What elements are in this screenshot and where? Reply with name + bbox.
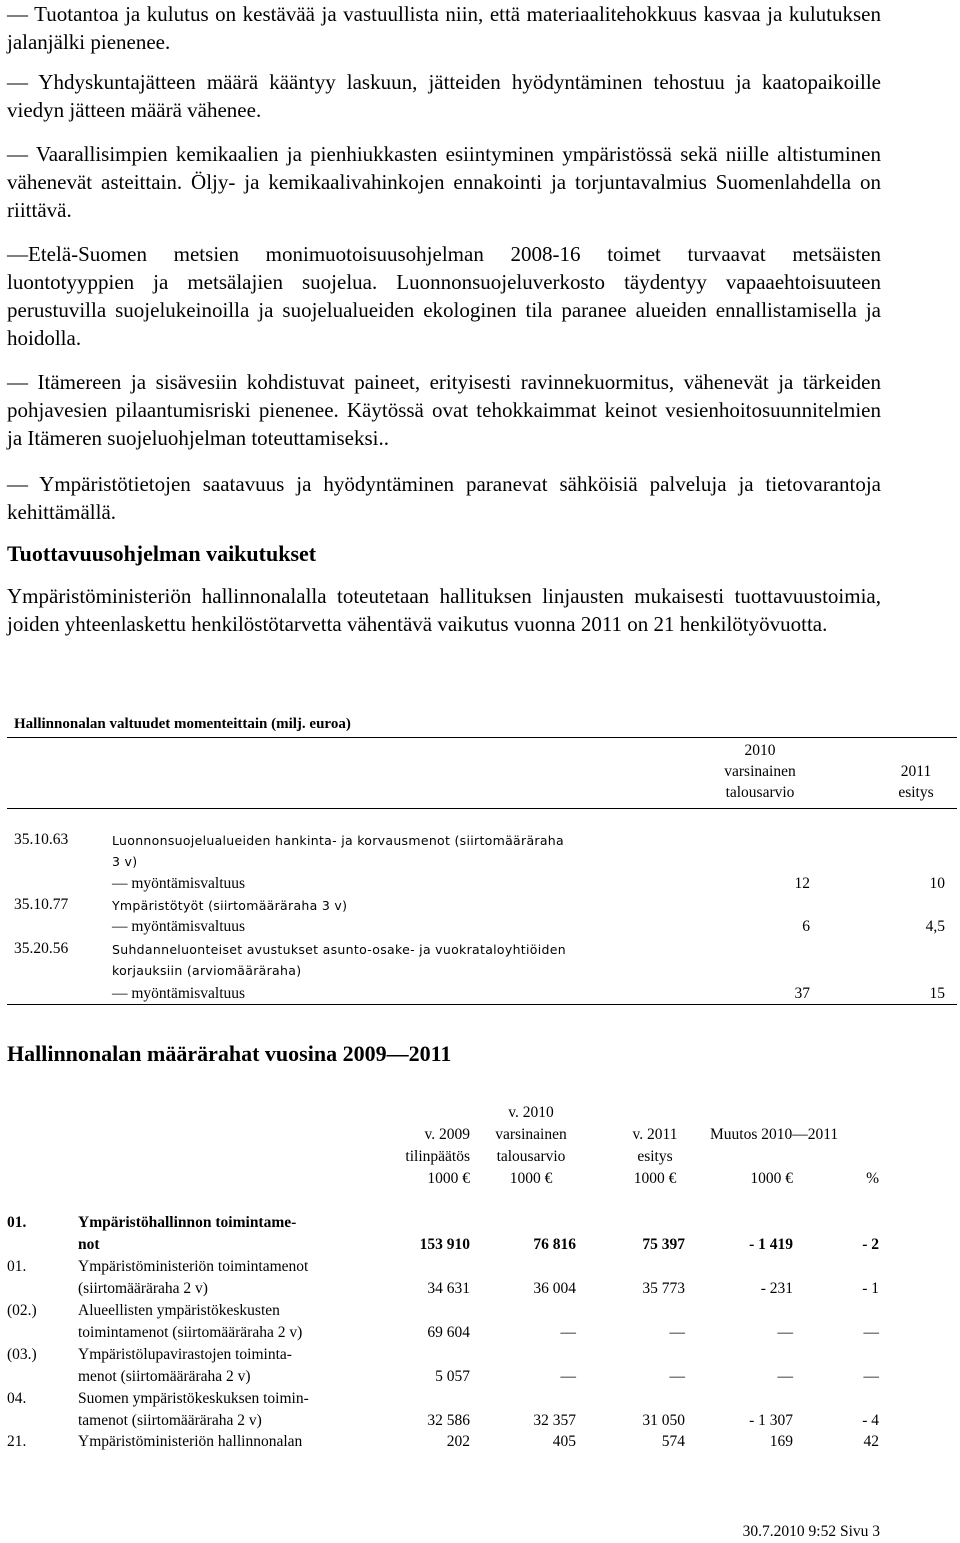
row-value-v2010: 36 004 — [533, 1280, 576, 1297]
row-code: (02.) — [7, 1302, 37, 1319]
paragraph-chemicals: — Vaarallisimpien kemikaalien ja pienhiukkasten esiintyminen ympäristössä sekä niille altistuminen vähenevät asteittain. Öljy- ja kemikaalivahinkojen ennakointi ja torjuntavalmius Suomenlahdella on riittävä. — [7, 142, 881, 222]
row-value-2011: 15 — [929, 985, 945, 1002]
row-value-abs: — — [777, 1324, 793, 1341]
header-line: v. 2010 — [508, 1104, 554, 1121]
column-header-2009 — [370, 1124, 470, 1190]
header-line: 1000 € — [427, 1170, 470, 1187]
row-value-v2011: 31 050 — [642, 1412, 685, 1429]
row-code: 04. — [7, 1390, 27, 1407]
row-value-abs: - 231 — [760, 1280, 793, 1297]
row-value-2011: 4,5 — [925, 918, 945, 935]
row-code: 01. — [7, 1258, 27, 1275]
header-line: v. 2009 — [424, 1126, 470, 1143]
row-value-2010: 12 — [794, 875, 810, 892]
row-value-v2011: 574 — [661, 1433, 685, 1450]
row-value-v2011: 75 397 — [642, 1236, 685, 1253]
row-code: 35.20.56 — [14, 940, 69, 957]
paragraph-baltic-sea: — Itämereen ja sisävesiin kohdistuvat paineet, erityisesti ravinnekuormitus, vähenevät ja tärkeiden pohjavesien pilaantumisriski pienenee. Käytössä ovat tehokkaimmat keinot vesienhoitosuunnitelmien ja Itämeren suojeluohjelman toteuttamiseksi.. — [7, 370, 881, 450]
row-name: Alueellisten ympäristökeskusten — [78, 1302, 280, 1319]
row-value-v2009: 69 604 — [427, 1324, 470, 1341]
row-name: (siirtomääräraha 2 v) — [78, 1280, 208, 1297]
table-rule-header — [7, 808, 957, 809]
header-line: esitys — [637, 1148, 673, 1165]
row-code: 35.10.63 — [14, 831, 69, 848]
row-value-v2009: 153 910 — [419, 1236, 470, 1253]
row-value-v2011: — — [669, 1324, 685, 1341]
row-name: tamenot (siirtomääräraha 2 v) — [78, 1412, 262, 1429]
row-value-v2009: 202 — [446, 1433, 470, 1450]
header-line: 1000 € — [633, 1170, 677, 1187]
row-code: 35.10.77 — [14, 896, 69, 913]
column-header-2010 — [700, 740, 820, 803]
header-line: varsinainen — [724, 763, 796, 780]
authorizations-table-title: Hallinnonalan valtuudet momenteittain (milj. euroa) — [14, 716, 351, 732]
row-name: Ympäristöministeriön toimintamenot — [78, 1258, 309, 1275]
header-line: 2011 — [900, 763, 932, 780]
row-code: (03.) — [7, 1346, 37, 1363]
row-value-pct: - 2 — [862, 1236, 879, 1253]
row-value-v2010: — — [560, 1368, 576, 1385]
row-value-2011: 10 — [929, 875, 945, 892]
column-header-2011 — [880, 761, 952, 803]
row-sub-label: — myöntämisvaltuus — [112, 918, 246, 935]
row-value-v2009: 32 586 — [427, 1412, 470, 1429]
column-header-change: Muutos 2010—2011 — [710, 1126, 839, 1143]
row-value-abs: 169 — [769, 1433, 793, 1450]
row-value-v2011: — — [669, 1368, 685, 1385]
row-value-abs: — — [777, 1368, 793, 1385]
column-header-change-abs: 1000 € — [750, 1170, 793, 1187]
row-value-abs: - 1 307 — [749, 1412, 793, 1429]
row-description: 3 v) — [112, 854, 138, 869]
row-sub-label: — myöntämisvaltuus — [112, 985, 246, 1002]
column-header-2011 — [610, 1124, 700, 1190]
row-value-2010: 37 — [794, 985, 810, 1002]
row-description: korjauksiin (arviomääräraha) — [112, 963, 302, 978]
row-code: 21. — [7, 1433, 27, 1450]
header-line: esitys — [898, 784, 934, 801]
row-name: Ympäristöministeriön hallinnonalan — [78, 1433, 303, 1450]
row-value-v2009: 5 057 — [435, 1368, 470, 1385]
column-header-change-pct: % — [866, 1170, 879, 1187]
row-value-pct: 42 — [863, 1433, 879, 1450]
header-line: tilinpäätös — [405, 1148, 470, 1165]
header-line: talousarvio — [725, 784, 795, 801]
productivity-paragraph: Ympäristöministeriön hallinnonalalla toteutetaan hallituksen linjausten mukaisesti tuottavuustoimia, joiden yhteenlaskettu henkilöstötarvetta vähentävä vaikutus vuonna 2011 on 21 henkilötyövuotta. — [7, 584, 881, 636]
header-line: 1000 € — [509, 1170, 553, 1187]
row-value-2010: 6 — [802, 918, 810, 935]
appropriations-table-title: Hallinnonalan määrärahat vuosina 2009—2011 — [7, 1041, 452, 1066]
column-header-2010 — [476, 1102, 586, 1190]
row-value-v2010: — — [560, 1324, 576, 1341]
header-line: v. 2011 — [632, 1126, 678, 1143]
row-sub-label: — myöntämisvaltuus — [112, 875, 246, 892]
paragraph-sustainable-consumption: — Tuotantoa ja kulutus on kestävää ja vastuullista niin, että materiaalitehokkuus kasvaa ja kulutuksen jalanjälki pienenee. — [7, 2, 881, 54]
paragraph-forest-biodiversity: —Etelä-Suomen metsien monimuotoisuusohjelman 2008-16 toimet turvaavat metsäisten luontotyyppien ja metsälajien suojelua. Luonnonsuojeluverkosto täydentyy vapaaehtoisuuteen perustuvilla suojelukeinoilla ja suojelualueiden ekologinen tila paranee alueiden ennallistamisella ja hoidolla. — [7, 242, 881, 350]
table-rule-top — [7, 737, 957, 738]
row-name: toimintamenot (siirtomääräraha 2 v) — [78, 1324, 303, 1341]
page-footer: 30.7.2010 9:52 Sivu 3 — [742, 1523, 880, 1540]
row-value-abs: - 1 419 — [749, 1236, 793, 1253]
row-value-v2009: 34 631 — [427, 1280, 470, 1297]
productivity-heading: Tuottavuusohjelman vaikutukset — [7, 541, 317, 566]
row-name: Ympäristölupavirastojen toiminta- — [78, 1346, 292, 1363]
row-value-v2010: 76 816 — [533, 1236, 576, 1253]
row-value-pct: — — [863, 1324, 879, 1341]
row-name: Suomen ympäristökeskuksen toimin- — [78, 1390, 309, 1407]
row-value-v2010: 405 — [552, 1433, 576, 1450]
row-description: Luonnonsuojelualueiden hankinta- ja korvausmenot (siirtomääräraha — [112, 833, 564, 848]
row-code: 01. — [7, 1214, 27, 1231]
header-line: talousarvio — [496, 1148, 566, 1165]
row-value-v2010: 32 357 — [533, 1412, 576, 1429]
header-line: varsinainen — [495, 1126, 567, 1143]
row-name: not — [78, 1236, 100, 1253]
row-name: menot (siirtomääräraha 2 v) — [78, 1368, 251, 1385]
row-value-pct: — — [863, 1368, 879, 1385]
table-rule-bottom — [7, 1004, 957, 1005]
paragraph-municipal-waste: — Yhdyskuntajätteen määrä kääntyy laskuun, jätteiden hyödyntäminen tehostuu ja kaatopaikoille viedyn jätteen määrä vähenee. — [7, 70, 881, 122]
row-value-pct: - 1 — [862, 1280, 879, 1297]
row-value-pct: - 4 — [862, 1412, 879, 1429]
row-value-v2011: 35 773 — [642, 1280, 685, 1297]
paragraph-environmental-data: — Ympäristötietojen saatavuus ja hyödyntäminen paranevat sähköisiä palveluja ja tietovarantoja kehittämällä. — [7, 472, 881, 524]
row-description: Suhdanneluonteiset avustukset asunto-osake- ja vuokrataloyhtiöiden — [112, 942, 566, 957]
header-line: 2010 — [744, 742, 776, 759]
row-description: Ympäristötyöt (siirtomääräraha 3 v) — [112, 898, 348, 913]
row-name: Ympäristöhallinnon toimintame- — [78, 1214, 297, 1231]
